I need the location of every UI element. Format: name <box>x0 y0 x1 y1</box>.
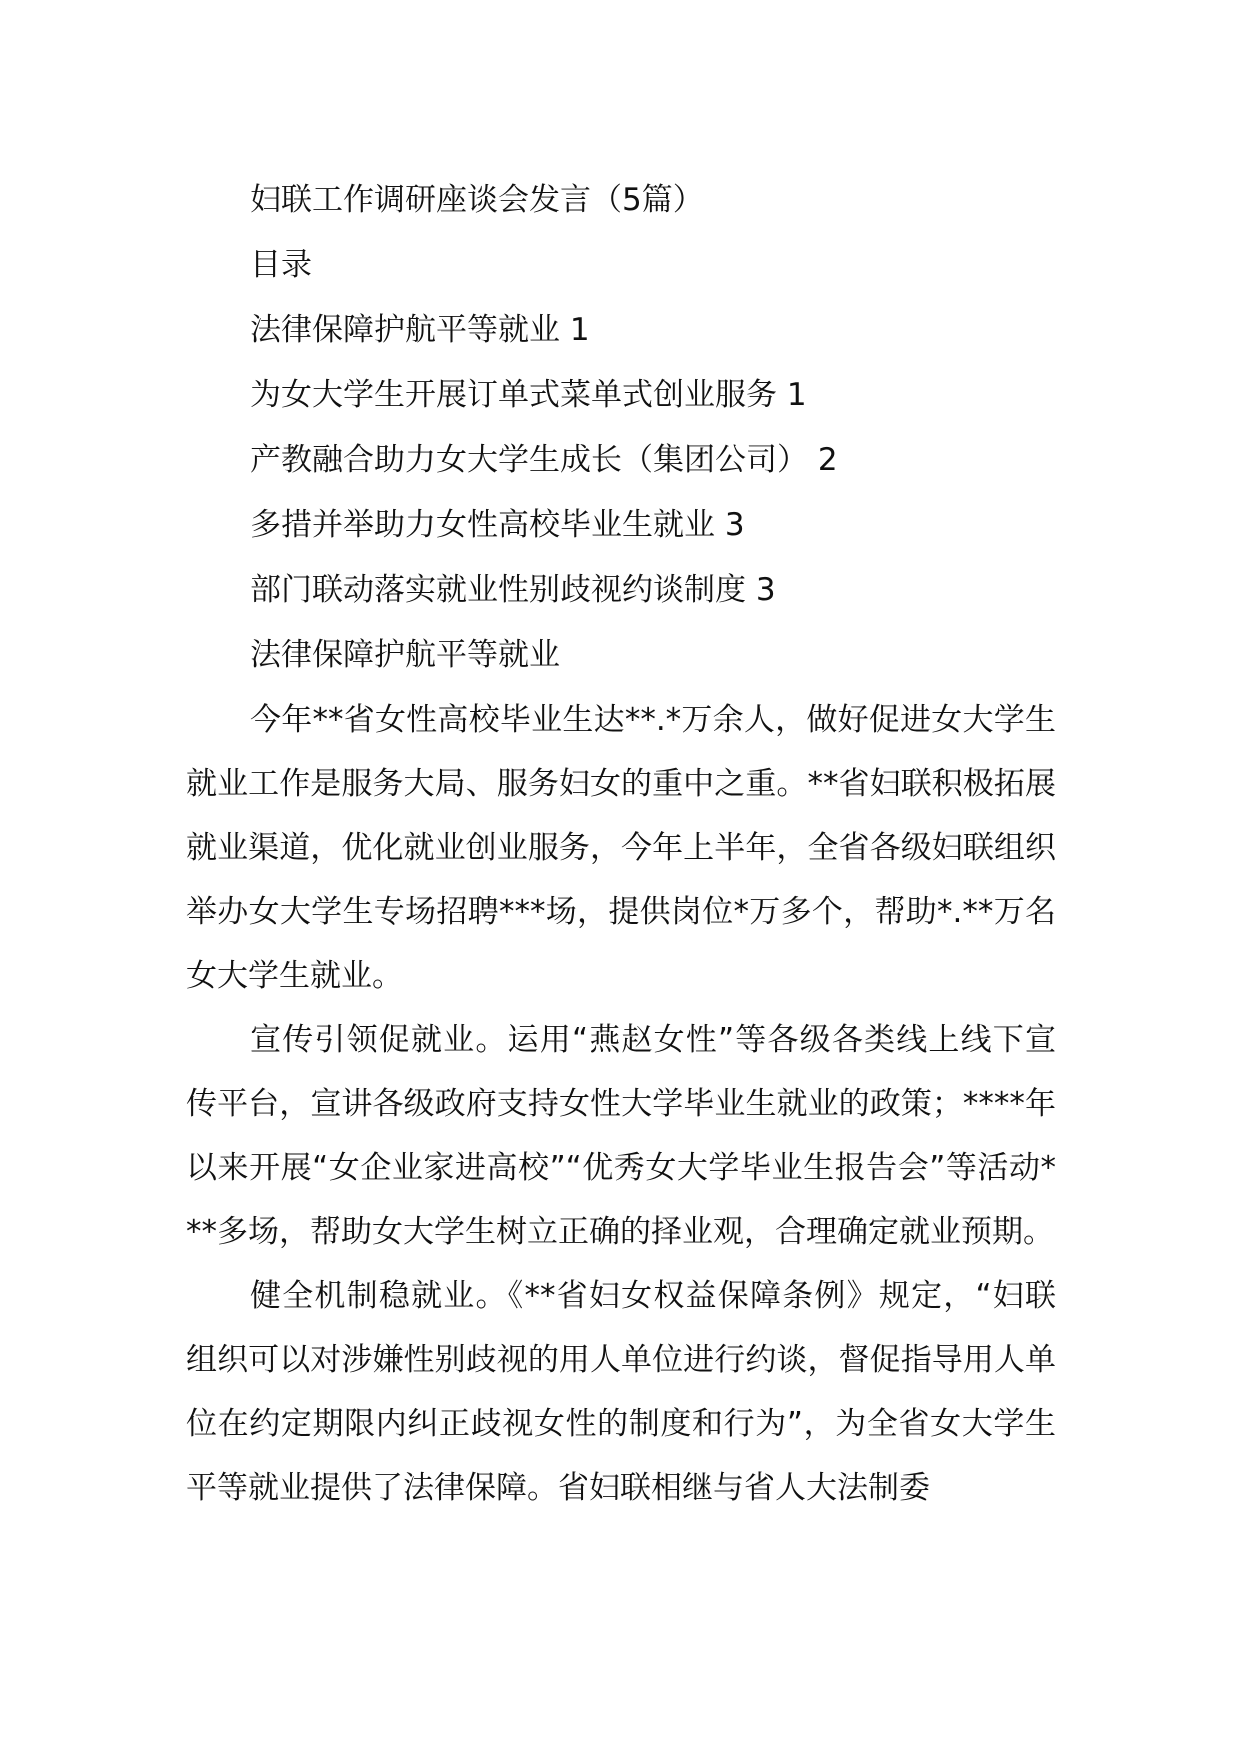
toc-item: 多措并举助力女性高校毕业生就业 3 <box>250 507 745 543</box>
body-paragraph: 健全机制稳就业。《**省妇女权益保障条例》规定，“妇联组织可以对涉嫌性别歧视的用人单位进行约谈，督促指导用人单位在约定期限内纠正歧视女性的制度和行为”，为全省女大学生平等就业提供了法律保障。省妇联相继与省人大法制委 <box>186 1278 1056 1506</box>
toc-item: 为女大学生开展订单式菜单式创业服务 1 <box>250 377 807 413</box>
body-paragraph: 今年**省女性高校毕业生达**.*万余人，做好促进女大学生就业工作是服务大局、服务妇女的重中之重。**省妇联积极拓展就业渠道，优化就业创业服务，今年上半年，全省各级妇联组织举办女大学生专场招聘***场，提供岗位*万多个，帮助*.**万名女大学生就业。 <box>186 702 1056 994</box>
toc-item: 部门联动落实就业性别歧视约谈制度 3 <box>250 572 776 608</box>
toc-heading: 目录 <box>250 247 312 283</box>
section-heading: 法律保障护航平等就业 <box>250 637 560 673</box>
toc-item: 法律保障护航平等就业 1 <box>250 312 590 348</box>
document-body <box>186 168 1056 1520</box>
document-title: 妇联工作调研座谈会发言（5篇） <box>250 182 704 218</box>
toc-item: 产教融合助力女大学生成长（集团公司） 2 <box>250 442 838 478</box>
body-paragraph: 宣传引领促就业。运用“燕赵女性”等各级各类线上线下宣传平台，宣讲各级政府支持女性大学毕业生就业的政策；****年以来开展“女企业家进高校”“优秀女大学毕业生报告会”等活动***多场，帮助女大学生树立正确的择业观，合理确定就业预期。 <box>186 1022 1056 1250</box>
